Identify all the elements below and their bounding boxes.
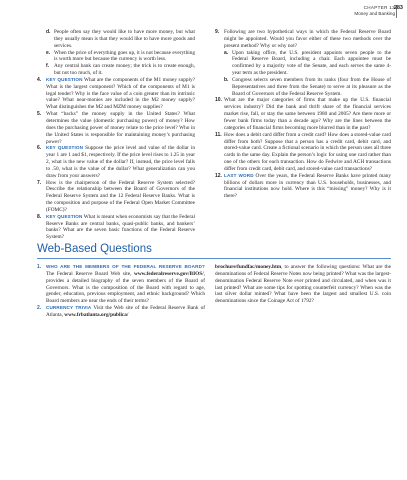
question-item: b. Congress selects seven members from its ranks (four from the House of Representatives and three from the Senate) to serve at its pleasure as the Board of Governors of the Federal Reserve System. [224,76,391,97]
web-questions-heading: Web-Based Questions [37,243,152,255]
web-question-label: CURRENCY TRIVIA [46,305,92,311]
running-title: Money and Banking [354,11,395,16]
web-left-column [37,264,205,319]
question-item: e. When the price of everything goes up, it is not because everything is worth more but because the currency is worth less. [46,49,195,63]
web-link[interactable]: www.federalreserve.gov/BIOS/ [134,270,204,277]
right-column [215,29,391,200]
page-number: 283 [393,5,403,11]
key-question-label: KEY QUESTION [46,145,84,151]
chapter-label: CHAPTER 13 [363,5,395,10]
web-link[interactable]: www.frbatlanta.org/publica/ [64,311,129,318]
web-question-1: 1. WHO ARE THE MEMBERS OF THE FEDERAL RESERVE BOARD? The Federal Reserve Board Web site, www.federalreserve.gov/BIOS/, provides a detailed biography of the seven members of the Board of Governors. What is the composition of the Board with regard to age, gender, education, previous employment, and ethnic background? Which Board members are near the ends of their terms? [37,264,205,305]
web-question-label: WHO ARE THE MEMBERS OF THE FEDERAL RESERVE BOARD? [46,264,205,269]
question-11: 11. How does a debit card differ from a credit card? How does a stored-value card differ from both? Suppose that a person has a credit card, debit card, and stored-value card. Create a fictional scenario in which the person uses all three cards in the same day. Explain the person’s logic for using one card rather than one of the others for each transaction. How do Fedwire and ACH transactions differ from credit card, debit card, and stored-value card transactions? [215,131,391,172]
question-item: f. Any central bank can create money; the trick is to create enough, but not too much, of it. [46,63,195,77]
key-question-label: KEY QUESTION [46,213,83,219]
question-4: 4. KEY QUESTION What are the components of the M1 money supply? What is the largest component? Which of the components of M1 is legal tender? Why is the face value of a coin greater than its intrinsic value? What near-monies are included in the M2 money supply? What distinguishes the M2 and MZM money supplies? [37,76,195,111]
left-column [37,29,195,241]
question-5: 5. What “backs” the money supply in the United States? What determines the value (domestic purchasing power) of money? How does the purchasing power of money relate to the price level? Who in the United States is responsible for maintaining money’s purchasing power? [37,111,195,145]
key-question-label: KEY QUESTION [46,76,83,82]
web-question-2: 2. CURRENCY TRIVIA Visit the Web site of the Federal Reserve Bank of Atlanta, www.frbatlanta.org/publica/ [37,305,205,318]
web-right-column [215,264,391,305]
running-head [354,5,395,17]
web-question-2-continued: brochure/fundfac/money.htm, to answer the following questions: What are the denominations of Federal Reserve Notes now being printed? What was the largest-denomination Federal Reserve Note ever printed and circulated, and when was it last printed? What are some tips for spotting counterfeit currency? When was the last silver dollar minted? What have been the largest and smallest U.S. coin denominations since the Coinage Act of 1792? [215,264,391,305]
heading-rule [37,258,391,259]
question-item: d. People often say they would like to have more money, but what they usually mean is that they would like to have more goods and services. [46,29,195,49]
question-8: 8. KEY QUESTION What is meant when economists say that the Federal Reserve Banks are central banks, quasi-public banks, and bankers’ banks? What are the seven basic functions of the Federal Reserve System? [37,213,195,241]
question-6: 6. KEY QUESTION Suppose the price level and value of the dollar in year 1 are 1 and $1, respectively. If the price level rises to 1.25 in year 2, what is the new value of the dollar? If, instead, the price level falls to .50, what is the value of the dollar? What generalization can you draw from your answers? [37,145,196,179]
question-12: 12. LAST WORD Over the years, the Federal Reserve Banks have printed many billions of dollars more in currency than U.S. households, businesses, and financial institutions now hold. Where is this “missing” money? Why is it there? [215,172,392,200]
question-item: a. Upon taking office, the U.S. president appoints seven people to the Federal Reserve Board, including a chair. Each appointee must be confirmed by a majority vote of the Senate, and each serves the same 4-year term as the president. [224,49,391,77]
question-10: 10. What are the major categories of firms that make up the U.S. financial services industry? Did the bank and thrift share of the financial services market rise, fall, or stay the same between 1980 and 2005? Are there more or fewer bank firms today than a decade ago? Why are the lines between the categories of financial firms becoming more blurred than in the past? [215,97,391,131]
last-word-label: LAST WORD [224,172,254,178]
web-link[interactable]: brochure/fundfac/money.htm [215,264,282,270]
question-9: 9. Following are two hypothetical ways in which the Federal Reserve Board might be appointed. Would you favor either of these two methods over the present method? Why or why not? [215,29,391,49]
question-7: 7. How is the chairperson of the Federal Reserve System selected? Describe the relationship between the Board of Governors of the Federal Reserve System and the 12 Federal Reserve Banks. What is the composition and purpose of the Federal Open Market Committee (FOMC)? [37,179,195,213]
